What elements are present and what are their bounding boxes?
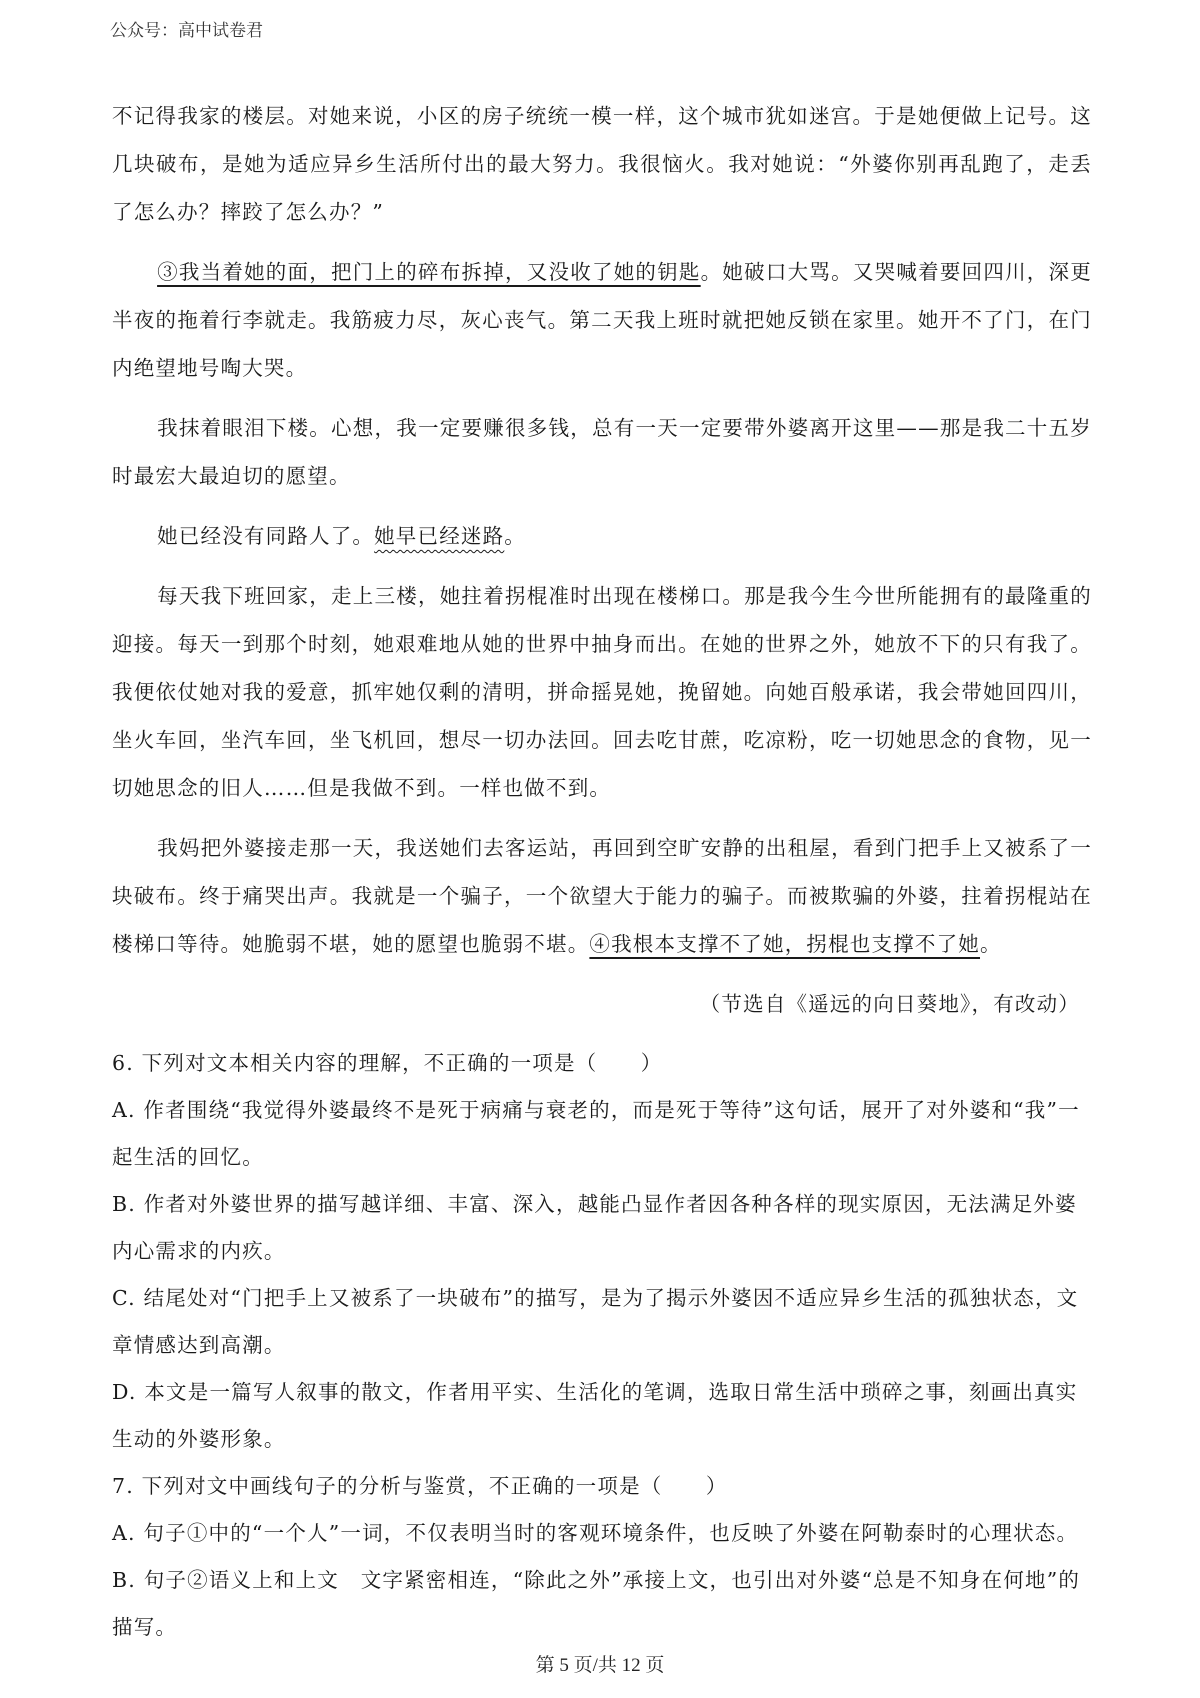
- question-6-option-b: B. 作者对外婆世界的描写越详细、丰富、深入，越能凸显作者因各种各样的现实原因，无法满足外婆内心需求的内疚。: [112, 1192, 1077, 1263]
- question-7-option-a: A. 句子①中的“一个人”一词，不仅表明当时的客观环境条件，也反映了外婆在阿勒泰时的心理状态。: [112, 1521, 1079, 1545]
- passage-paragraph-4: [112, 512, 1092, 560]
- paragraph-4-text: 她已经没有同路人了。: [157, 524, 375, 548]
- paragraph-6-text: 我妈把外婆接走那一天，我送她们去客运站，再回到空旷安静的出租屋，看到门把手上又被系了一块破布。终于痛哭出声。我就是一个骗子，一个欲望大于能力的骗子。而被欺骗的外婆，拄着拐棍站在楼梯口等待。她脆弱不堪，她的愿望也脆弱不堪。: [112, 836, 1092, 956]
- passage-paragraph-1: 不记得我家的楼层。对她来说，小区的房子统统一模一样，这个城市犹如迷宫。于是她便做上记号。这几块破布，是她为适应异乡生活所付出的最大努力。我很恼火。我对她说：“外婆你别再乱跑了，走丢了怎么办？摔跤了怎么办？”: [112, 104, 1092, 224]
- underlined-sentence-4: ④我根本支撑不了她，拐棍也支撑不了她: [589, 932, 981, 956]
- question-6: [112, 1040, 1092, 1463]
- question-6-option-a: A. 作者围绕“我觉得外婆最终不是死于病痛与衰老的，而是死于等待”这句话，展开了对外婆和“我”一起生活的回忆。: [112, 1098, 1080, 1169]
- question-7: [112, 1463, 1092, 1651]
- paragraph-2-text: 。她破口大骂。又哭喊着要回四川，深更半夜的拖着行李就走。我筋疲力尽，灰心丧气。第二天我上班时就把她反锁在家里。她开不了门，在门内绝望地号啕大哭。: [112, 260, 1092, 380]
- passage-paragraph-2: [112, 248, 1092, 392]
- question-6-option-d: D. 本文是一篇写人叙事的散文，作者用平实、生活化的笔调，选取日常生活中琐碎之事，刻画出真实生动的外婆形象。: [112, 1380, 1078, 1451]
- underlined-sentence-3: ③我当着她的面，把门上的碎布拆掉，又没收了她的钥匙: [157, 260, 701, 284]
- exam-page-content: [112, 92, 1092, 1651]
- source-citation: （节选自《遥远的向日葵地》，有改动）: [699, 992, 1080, 1016]
- wavy-underlined-sentence: 她早已经迷路: [374, 524, 505, 548]
- question-7-option-b: B. 句子②语义上和上文 文字紧密相连，“除此之外”承接上文，也引出对外婆“总是不知身在何地”的描写。: [112, 1568, 1081, 1639]
- paragraph-4-end: 。: [504, 524, 526, 548]
- account-label: 公众号：高中试卷君: [110, 21, 263, 41]
- passage-paragraph-5: 每天我下班回家，走上三楼，她拄着拐棍准时出现在楼梯口。那是我今生今世所能拥有的最隆重的迎接。每天一到那个时刻，她艰难地从她的世界中抽身而出。在她的世界之外，她放不下的只有我了。我便依仗她对我的爱意，抓牢她仅剩的清明，拼命摇晃她，挽留她。向她百般承诺，我会带她回四川，坐火车回，坐汽车回，坐飞机回，想尽一切办法回。回去吃甘蔗，吃凉粉，吃一切她思念的食物，见一切她思念的旧人……但是我做不到。一样也做不到。: [112, 584, 1092, 800]
- question-6-option-c: C. 结尾处对“门把手上又被系了一块破布”的描写，是为了揭示外婆因不适应异乡生活的孤独状态，文章情感达到高潮。: [112, 1286, 1079, 1357]
- passage-paragraph-6: [112, 824, 1092, 968]
- passage-paragraph-3: 我抹着眼泪下楼。心想，我一定要赚很多钱，总有一天一定要带外婆离开这里——那是我二十五岁时最宏大最迫切的愿望。: [112, 416, 1092, 488]
- paragraph-6-end: 。: [980, 932, 1002, 956]
- page-number: 第 5 页/共 12 页: [535, 1655, 665, 1676]
- question-6-stem: 6. 下列对文本相关内容的理解，不正确的一项是（ ）: [112, 1051, 663, 1075]
- question-7-stem: 7. 下列对文中画线句子的分析与鉴赏，不正确的一项是（ ）: [112, 1474, 728, 1498]
